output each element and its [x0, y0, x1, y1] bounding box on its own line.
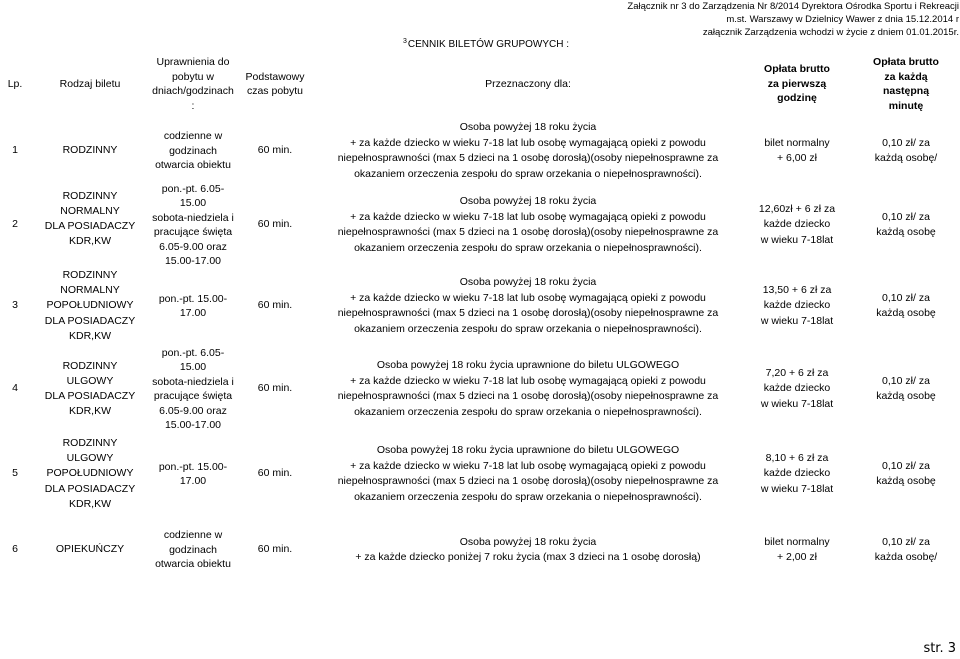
- price-next-minute: 0,10 zł/ za każdą osobę: [876, 459, 936, 487]
- table-row: [0, 346, 960, 432]
- base-stay-time: 60 min.: [257, 467, 293, 480]
- header-ticket-type: Rodzaj biletu: [59, 77, 121, 90]
- price-next-minute: 0,10 zł/ za każdą osobę: [876, 291, 936, 319]
- entitlement-hours: pon.-pt. 6.05- 15.00 sobota-niedziela i pracujące święta 6.05-9.00 oraz 15.00-17.00: [152, 182, 234, 267]
- row-number: 4: [12, 382, 18, 395]
- header-entitlement: Uprawnienia do pobytu w dniach/godzinach :: [152, 56, 234, 112]
- annex-note-line-1: Załącznik nr 3 do Zarządzenia Nr 8/2014 Dyrektora Ośrodka Sportu i Rekreacji: [627, 1, 959, 12]
- footnote-marker: 3: [403, 37, 407, 45]
- price-next-minute: 0,10 zł/ za każdą osobę/: [874, 136, 938, 164]
- intended-for: Osoba powyżej 18 roku życia uprawnione do biletu ULGOWEGO + za każde dziecko w wieku 7-18 lat lub osobę wymagającą opieki z powodu niepełnosprawności (max 5 dzieci na 1 osobę dorosłą)(osoby niepełnosprawne za okazaniem orzeczenia zespołu do spraw orzekania o niepełnosprawności).: [337, 444, 719, 503]
- price-first-hour: 13,50 + 6 zł za każde dziecko w wieku 7-18lat: [760, 283, 834, 327]
- header-intended-for: Przeznaczony dla:: [485, 77, 571, 90]
- price-first-hour: 12,60zł + 6 zł za każde dziecko w wieku 7-18lat: [758, 202, 836, 246]
- intended-for: Osoba powyżej 18 roku życia + za każde dziecko poniżej 7 roku życia (max 3 dzieci na 1 osobę dorosłą): [355, 535, 701, 563]
- intended-for: Osoba powyżej 18 roku życia uprawnione do biletu ULGOWEGO + za każde dziecko w wieku 7-18 lat lub osobę wymagającą opieki z powodu niepełnosprawności (max 5 dzieci na 1 osobę dorosłą)(osoby niepełnosprawne za okazaniem orzeczenia zespołu do spraw orzekania o niepełnosprawności).: [337, 359, 719, 418]
- row-number: 3: [12, 299, 18, 312]
- table-row: [0, 528, 960, 572]
- table-row: [0, 120, 960, 182]
- ticket-type: RODZINNY NORMALNY POPOŁUDNIOWY DLA POSIADACZY KDR,KW: [44, 269, 136, 342]
- ticket-type: OPIEKUŃCZY: [55, 543, 125, 556]
- base-stay-time: 60 min.: [257, 299, 293, 312]
- table-row: [0, 268, 960, 344]
- entitlement-hours: codzienne w godzinach otwarcia obiektu: [155, 529, 231, 571]
- intended-for: Osoba powyżej 18 roku życia + za każde dziecko w wieku 7-18 lat lub osobę wymagającą opieki z powodu niepełnosprawności (max 5 dzieci na 1 osobę dorosłą)(osoby niepełnosprawne za okazaniem orzeczenia zespołu do spraw orzekania o niepełnosprawności).: [337, 121, 719, 180]
- annex-note-line-3: załącznik Zarządzenia wchodzi w życie z dniem 01.01.2015r.: [702, 27, 959, 38]
- intended-for: Osoba powyżej 18 roku życia + za każde dziecko w wieku 7-18 lat lub osobę wymagającą opieki z powodu niepełnosprawności (max 5 dzieci na 1 osobę dorosłą)(osoby niepełnosprawne za okazaniem orzeczenia zespołu do spraw orzekania o niepełnosprawności).: [337, 276, 719, 335]
- row-number: 6: [12, 543, 18, 556]
- row-number: 1: [12, 144, 18, 157]
- ticket-type: RODZINNY NORMALNY DLA POSIADACZY KDR,KW: [44, 189, 136, 248]
- header-price-next-minute: Opłata brutto za każdą następną minutę: [873, 56, 939, 112]
- entitlement-hours: pon.-pt. 15.00- 17.00: [158, 292, 228, 319]
- row-number: 2: [12, 218, 18, 231]
- price-next-minute: 0,10 zł/ za każdą osobę: [876, 374, 936, 402]
- table-header-row: [0, 48, 960, 120]
- intended-for: Osoba powyżej 18 roku życia + za każde dziecko w wieku 7-18 lat lub osobę wymagającą opieki z powodu niepełnosprawności (max 5 dzieci na 1 osobę dorosłą)(osoby niepełnosprawne za okazaniem orzeczenia zespołu do spraw orzekania o niepełnosprawności).: [337, 195, 719, 254]
- table-row: [0, 184, 960, 266]
- ticket-type: RODZINNY ULGOWY DLA POSIADACZY KDR,KW: [44, 359, 136, 418]
- price-list-title-text: CENNIK BILETÓW GRUPOWYCH :: [407, 39, 570, 50]
- price-first-hour: bilet normalny + 6,00 zł: [764, 136, 830, 164]
- base-stay-time: 60 min.: [257, 382, 293, 395]
- price-next-minute: 0,10 zł/ za każdą osobę: [876, 210, 936, 238]
- page-number: str. 3: [923, 641, 956, 656]
- base-stay-time: 60 min.: [257, 218, 293, 231]
- price-first-hour: bilet normalny + 2,00 zł: [764, 535, 830, 563]
- header-price-first-hour: Opłata brutto za pierwszą godzinę: [764, 63, 830, 105]
- base-stay-time: 60 min.: [257, 543, 293, 556]
- price-next-minute: 0,10 zł/ za każda osobę/: [874, 535, 938, 563]
- price-first-hour: 8,10 + 6 zł za każde dziecko w wieku 7-18lat: [760, 451, 834, 495]
- entitlement-hours: codzienne w godzinach otwarcia obiektu: [155, 130, 231, 172]
- price-first-hour: 7,20 + 6 zł za każde dziecko w wieku 7-18lat: [760, 366, 834, 410]
- header-lp: Lp.: [7, 77, 23, 90]
- annex-note: [627, 0, 959, 39]
- header-base-time: Podstawowy czas pobytu: [245, 70, 305, 97]
- ticket-type: RODZINNY: [62, 144, 118, 157]
- entitlement-hours: pon.-pt. 6.05- 15.00 sobota-niedziela i pracujące święta 6.05-9.00 oraz 15.00-17.00: [152, 346, 234, 431]
- ticket-type: RODZINNY ULGOWY POPOŁUDNIOWY DLA POSIADACZY KDR,KW: [44, 437, 136, 510]
- row-number: 5: [12, 467, 18, 480]
- table-row: [0, 436, 960, 512]
- entitlement-hours: pon.-pt. 15.00- 17.00: [158, 460, 228, 487]
- annex-note-line-2: m.st. Warszawy w Dzielnicy Wawer z dnia 15.12.2014 r: [726, 14, 959, 25]
- base-stay-time: 60 min.: [257, 144, 293, 157]
